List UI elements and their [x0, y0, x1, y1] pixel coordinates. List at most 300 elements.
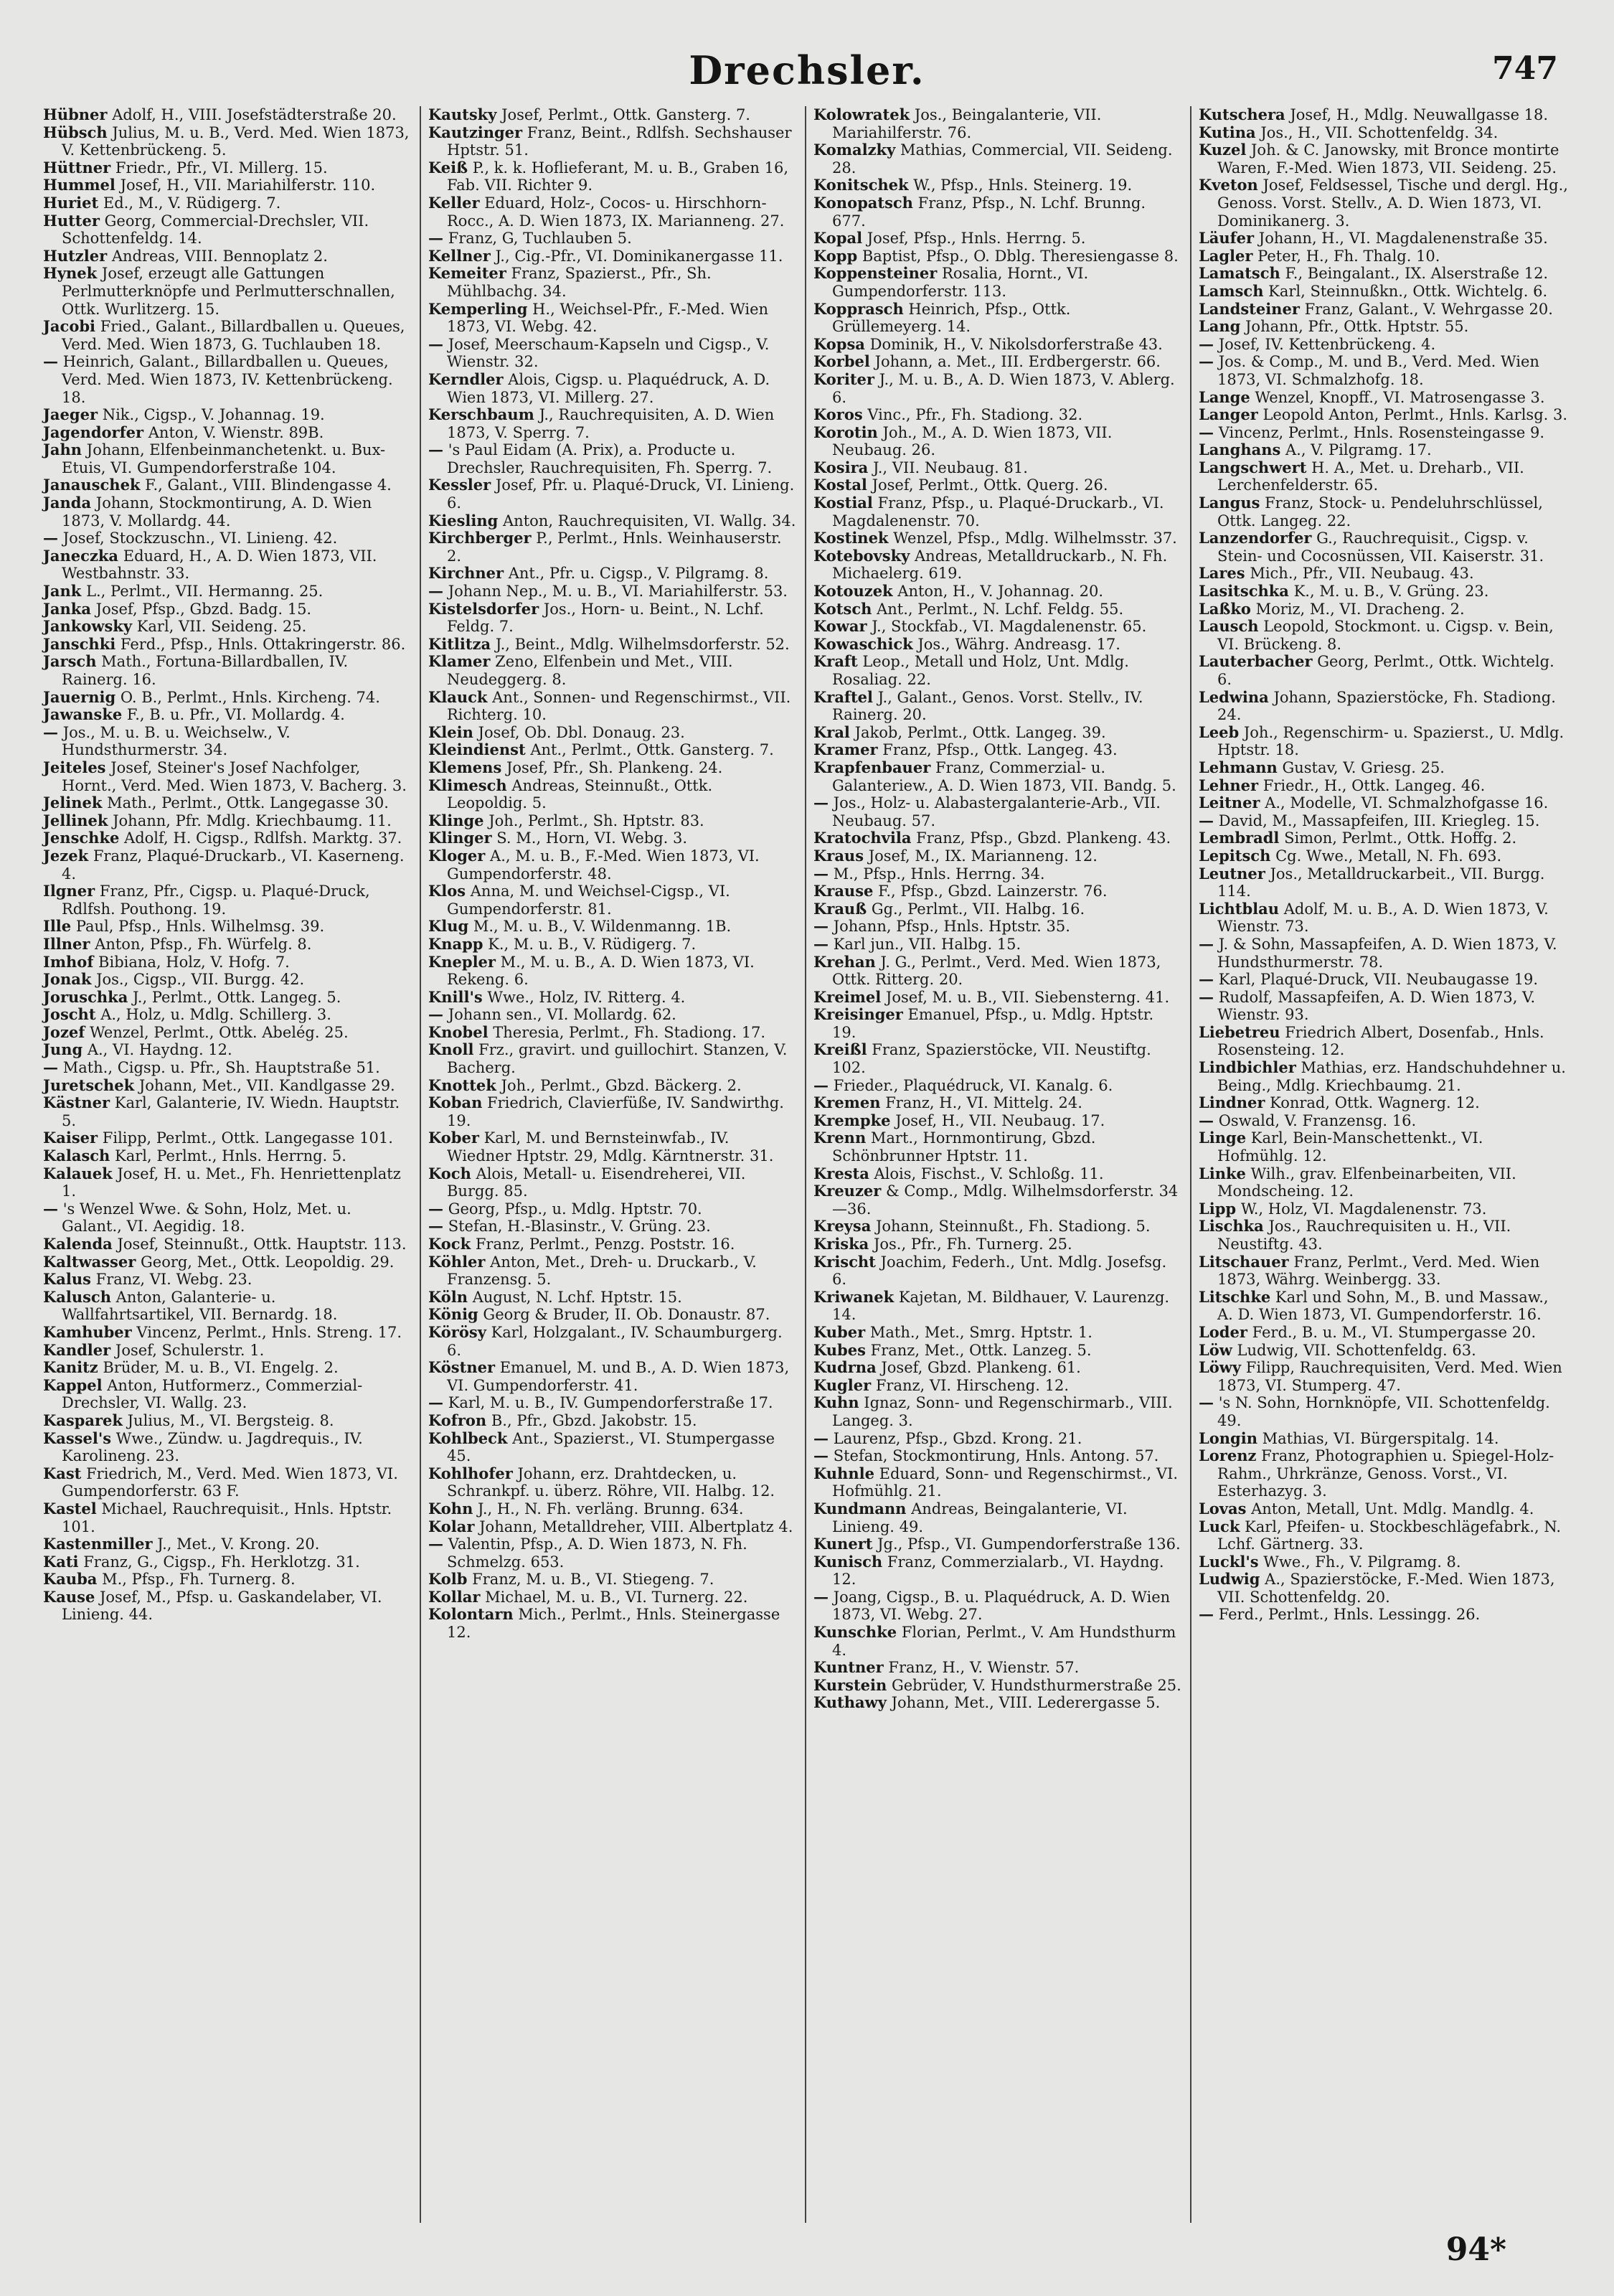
directory-entry — [428, 601, 796, 636]
entry-details: Wwe., Fh., V. Pilgramg. 8. — [1263, 1553, 1461, 1571]
directory-entry — [813, 371, 1181, 406]
entry-details: Karl jun., VII. Halbg. 15. — [833, 935, 1021, 953]
directory-entry — [428, 336, 796, 371]
directory-entry — [1199, 1342, 1568, 1360]
entry-name: Krenn — [813, 1129, 867, 1147]
directory-entry — [813, 265, 1181, 300]
directory-entry — [1199, 1218, 1568, 1253]
entry-name: Krempke — [813, 1111, 891, 1129]
entry-name: Kalenda — [43, 1235, 113, 1253]
entry-details: Franz, Pfsp., Ottk. Langeg. 43. — [882, 741, 1118, 759]
entry-details: Gg., Perlmt., VII. Halbg. 16. — [871, 900, 1085, 918]
entry-name: Hutzler — [43, 246, 108, 265]
directory-entry — [1199, 689, 1568, 724]
entry-name: Jarsch — [43, 652, 97, 671]
entry-details: Georg & Bruder, II. Ob. Donaustr. 87. — [483, 1306, 770, 1324]
entry-name: Kassel's — [43, 1429, 112, 1447]
entry-details: Kajetan, M. Bildhauer, V. Laurenzg. 14. — [832, 1288, 1170, 1324]
directory-entry — [1199, 1112, 1568, 1130]
section-title: Drechsler. — [689, 47, 925, 93]
entry-details: Emanuel, M. und B., A. D. Wien 1873, VI. Gumpendorferstr. 41. — [447, 1359, 790, 1394]
entry-details: Ignaz, Sonn- und Regenschirmarb., VIII. Langeg. 3. — [832, 1394, 1173, 1429]
directory-entry — [1199, 936, 1568, 971]
entry-details: Math., Cigsp. u. Pfr., Sh. Hauptstraße 51. — [62, 1059, 380, 1077]
entry-name: Körösy — [428, 1322, 486, 1341]
directory-entry — [1199, 1024, 1568, 1059]
entry-details: Anton, H., V. Johannag. 20. — [897, 583, 1103, 601]
entry-details: Georg, Met., Ottk. Leopoldig. 29. — [140, 1253, 395, 1271]
directory-entry — [43, 476, 411, 494]
entry-name: Ludwig — [1199, 1570, 1260, 1589]
entry-details: Anton, Hutformerz., Commerzial-Drechsler, VI. Wallg. 23. — [62, 1376, 363, 1412]
entry-name: Janka — [43, 599, 91, 618]
entry-details: Franz, Pfsp., Gbzd. Plankeng. 43. — [916, 829, 1171, 847]
entry-name: — — [428, 582, 443, 601]
entry-name: Kock — [428, 1235, 471, 1253]
entry-name: Leeb — [1199, 723, 1240, 741]
entry-details: J., Met., V. Krong. 20. — [157, 1535, 320, 1553]
entry-name: Kalusch — [43, 1287, 111, 1306]
entry-name: Kutina — [1199, 123, 1256, 141]
entry-details: F., Beingalant., IX. Alserstraße 12. — [1285, 265, 1549, 283]
directory-entry — [43, 406, 411, 424]
entry-details: Johann, Met., VII. Kandlgasse 29. — [138, 1076, 395, 1094]
entry-name: Kohn — [428, 1499, 473, 1518]
entry-details: M., Pfsp., Hnls. Herrng. 34. — [833, 865, 1045, 883]
entry-name: — — [1199, 987, 1214, 1006]
entry-name: Kemeiter — [428, 264, 506, 283]
entry-details: Oswald, V. Franzensg. 16. — [1218, 1111, 1417, 1129]
entry-details: Franz, VI. Webg. 23. — [95, 1271, 253, 1289]
entry-name: Lorenz — [1199, 1446, 1257, 1465]
entry-name: Kästner — [43, 1093, 110, 1112]
entry-details: W., Pfsp., Hnls. Steinerg. 19. — [913, 177, 1133, 194]
directory-entry — [428, 265, 796, 300]
entry-details: Ed., M., V. Rüdigerg. 7. — [103, 194, 281, 212]
entry-details: Johann, Pfr., Ottk. Hptstr. 55. — [1245, 318, 1469, 336]
directory-entry — [1199, 1253, 1568, 1289]
entry-details: Peter, H., Fh. Thalg. 10. — [1257, 247, 1440, 265]
directory-entry — [428, 759, 796, 777]
entry-name: Jawanske — [43, 705, 123, 724]
entry-details: B., Pfr., Gbzd. Jakobstr. 15. — [491, 1411, 697, 1429]
directory-entry — [428, 1518, 796, 1536]
entry-name: — — [1199, 934, 1214, 953]
entry-details: Josef, Pfr. u. Plaqué-Druck, VI. Linieng. 6. — [447, 476, 795, 512]
entry-details: Frz., gravirt. und guillochirt. Stanzen, V. Bacherg. — [447, 1041, 788, 1077]
directory-entry — [813, 1236, 1181, 1253]
entry-name: Klinge — [428, 811, 484, 829]
directory-entry — [43, 248, 411, 265]
entry-details: M., Pfsp., Fh. Turnerg. 8. — [102, 1571, 296, 1589]
entry-details: Heinrich, Pfsp., Ottk. Grüllemeyerg. 14. — [832, 300, 1071, 336]
entry-name: — — [1199, 811, 1214, 829]
entry-name: Kremen — [813, 1093, 881, 1112]
directory-entry — [813, 530, 1181, 547]
entry-details: A., VI. Haydng. 12. — [87, 1041, 232, 1059]
entry-name: — — [428, 441, 443, 459]
entry-name: Kuthawy — [813, 1693, 887, 1712]
directory-entry — [428, 883, 796, 918]
directory-entry — [813, 1359, 1181, 1377]
entry-name: — — [43, 529, 58, 547]
entry-name: — — [43, 1058, 58, 1077]
entry-name: Joruschka — [43, 987, 128, 1006]
entry-name: Kriwanek — [813, 1287, 895, 1306]
directory-entry — [1199, 177, 1568, 230]
entry-name: Kohlbeck — [428, 1429, 508, 1447]
directory-entry — [43, 601, 411, 618]
entry-details: Joh., Perlmt., Sh. Hptstr. 83. — [489, 811, 704, 829]
entry-details: J., Stockfab., VI. Magdalenenstr. 65. — [872, 618, 1147, 636]
directory-entry — [428, 1165, 796, 1200]
directory-entry — [428, 124, 796, 159]
directory-entry — [813, 1077, 1181, 1095]
entry-details: Karl, Perlmt., Hnls. Herrng. 5. — [115, 1147, 346, 1165]
entry-details: Georg, Perlmt., Ottk. Wichtelg. 6. — [1217, 653, 1554, 688]
directory-entry — [428, 530, 796, 565]
entry-name: Lang — [1199, 317, 1241, 336]
directory-entry — [428, 829, 796, 847]
directory-entry — [1199, 1059, 1568, 1094]
entry-name: Kopsa — [813, 334, 865, 353]
entry-name: Jacobi — [43, 317, 95, 336]
entry-details: Andreas, VIII. Bennoplatz 2. — [111, 247, 328, 265]
entry-name: — — [1199, 1393, 1214, 1412]
entry-details: Eduard, Holz-, Cocos- u. Hirschhorn-Rocc., A. D. Wien 1873, IX. Marianneng. 27. — [447, 194, 785, 230]
directory-entry — [43, 494, 411, 530]
directory-entry — [813, 865, 1181, 883]
entry-name: Lamsch — [1199, 281, 1264, 300]
directory-entry — [428, 1236, 796, 1253]
directory-entry — [43, 547, 411, 583]
entry-name: Lehmann — [1199, 758, 1278, 776]
directory-entry — [43, 989, 411, 1007]
entry-details: Joachim, Federh., Unt. Mdlg. Josefsg. 6. — [832, 1253, 1167, 1289]
entry-details: Math., Perlmt., Ottk. Langegasse 30. — [107, 794, 389, 812]
directory-entry — [1199, 618, 1568, 653]
directory-entry — [813, 106, 1181, 141]
directory-entry — [813, 301, 1181, 336]
entry-name: Lehner — [1199, 776, 1259, 794]
entry-details: Josef, Schulerstr. 1. — [115, 1341, 265, 1359]
entry-details: Franz, VI. Hirscheng. 12. — [875, 1376, 1069, 1394]
directory-entry — [1199, 389, 1568, 407]
directory-entry — [813, 689, 1181, 724]
directory-entry — [428, 1253, 796, 1289]
entry-details: Nik., Cigsp., V. Johannag. 19. — [102, 406, 325, 424]
directory-entry — [1199, 1430, 1568, 1448]
entry-name: — — [813, 1076, 829, 1094]
entry-name: Klemens — [428, 758, 502, 776]
directory-entry — [813, 1342, 1181, 1360]
entry-name: Kolontarn — [428, 1605, 514, 1624]
directory-entry — [43, 124, 411, 159]
entry-name: Kuhnle — [813, 1464, 874, 1482]
entry-details: Johann sen., VI. Mollardg. 62. — [448, 1006, 676, 1024]
directory-entry — [813, 829, 1181, 847]
entry-details: Alois, Fischst., V. Schloßg. 11. — [874, 1165, 1104, 1182]
entry-name: Kral — [813, 723, 850, 741]
entry-details: Karl und Sohn, M., B. und Massaw., A. D. Wien 1873, VI. Gumpendorferstr. 16. — [1217, 1288, 1549, 1324]
entry-name: — — [1199, 1605, 1214, 1624]
directory-entry — [813, 583, 1181, 601]
entry-name: Lovas — [1199, 1499, 1247, 1518]
entry-details: Julius, M., VI. Bergsteig. 8. — [127, 1411, 334, 1429]
entry-name: Kistelsdorfer — [428, 599, 539, 618]
directory-entry — [813, 547, 1181, 583]
entry-name: Luck — [1199, 1517, 1240, 1535]
entry-details: Laurenz, Pfsp., Gbzd. Krong. 21. — [833, 1429, 1082, 1447]
entry-details: Josef, M., IX. Marianneng. 12. — [868, 847, 1098, 865]
directory-entry — [428, 1606, 796, 1641]
entry-name: Konopatsch — [813, 193, 913, 212]
entry-details: Franz, Commerzialarb., VI. Haydng. 12. — [832, 1553, 1164, 1589]
directory-entry — [43, 954, 411, 971]
entry-details: Frieder., Plaquédruck, VI. Kanalg. 6. — [833, 1076, 1113, 1094]
entry-name: Langschwert — [1199, 458, 1307, 476]
directory-entry — [43, 847, 411, 883]
directory-entry — [1199, 106, 1568, 124]
entry-name: Hynek — [43, 264, 98, 283]
directory-entry — [428, 1306, 796, 1324]
entry-details: Michael, Rauchrequisit., Hnls. Hptstr. 101. — [62, 1500, 392, 1535]
entry-details: S. M., Horn, VI. Webg. 3. — [496, 829, 688, 847]
entry-details: Franz, Pfr., Cigsp. u. Plaqué-Druck, Rdlfsh. Pouthong. 19. — [62, 883, 370, 918]
directory-entry — [1199, 1571, 1568, 1606]
directory-entry — [813, 1394, 1181, 1429]
entry-name: Klauck — [428, 687, 488, 706]
directory-entry — [813, 741, 1181, 759]
entry-name: — — [428, 334, 443, 353]
entry-details: J. G., Perlmt., Verd. Med. Wien 1873, Ottk. Ritterg. 20. — [832, 953, 1161, 989]
column-3 — [806, 106, 1191, 2223]
entry-name: Kati — [43, 1552, 79, 1571]
entry-details: F., Galant., VIII. Blindengasse 4. — [145, 476, 392, 494]
entry-name: Kopp — [813, 246, 858, 265]
entry-details: L., Perlmt., VII. Hermanng. 25. — [86, 583, 324, 601]
directory-entry — [428, 583, 796, 601]
entry-details: Alois, Cigsp. u. Plaquédruck, A. D. Wien 1873, VI. Millerg. 27. — [447, 370, 770, 406]
directory-entry — [1199, 1094, 1568, 1112]
entry-name: Knepler — [428, 952, 496, 971]
entry-name: Kasparek — [43, 1411, 123, 1429]
directory-entry — [813, 1182, 1181, 1218]
entry-name: Kotsch — [813, 599, 872, 618]
directory-entry — [428, 441, 796, 476]
entry-name: Klamer — [428, 652, 491, 671]
directory-entry — [813, 1129, 1181, 1165]
entry-name: Jozef — [43, 1022, 85, 1041]
entry-details: Georg, Commercial-Drechsler, VII. Schottenfeldg. 14. — [62, 212, 369, 248]
entry-name: Ille — [43, 917, 72, 936]
entry-details: J. & Sohn, Massapfeifen, A. D. Wien 1873, V. Hundsthurmerstr. 78. — [1217, 935, 1557, 971]
directory-entry — [813, 759, 1181, 794]
entry-name: Krauß — [813, 899, 867, 918]
entry-details: Mathias, Commercial, VII. Seideng. 28. — [832, 141, 1173, 177]
entry-name: Landsteiner — [1199, 299, 1300, 318]
entry-details: Johann, Pfsp., Hnls. Hptstr. 35. — [833, 918, 1070, 936]
entry-details: Josef, Pfsp., Hnls. Herrng. 5. — [867, 230, 1086, 248]
entry-details: Johann, Met., VIII. Lederergasse 5. — [891, 1694, 1161, 1712]
directory-entry — [428, 1430, 796, 1465]
entry-details: Jakob, Perlmt., Ottk. Langeg. 39. — [854, 723, 1106, 741]
entry-details: Anton, Pfsp., Fh. Würfelg. 8. — [95, 935, 312, 953]
directory-entry — [43, 724, 411, 759]
entry-details: Johann, Steinnußt., Fh. Stadiong. 5. — [876, 1218, 1151, 1236]
entry-name: Kofron — [428, 1411, 487, 1429]
entry-details: J., VII. Neubaug. 81. — [872, 458, 1028, 476]
directory-entry — [1199, 248, 1568, 265]
entry-name: — — [428, 1393, 443, 1412]
entry-name: Lares — [1199, 564, 1245, 583]
entry-name: Joscht — [43, 1005, 96, 1024]
entry-details: M., M. u. B., A. D. Wien 1873, VI. Rekeng. 6. — [447, 953, 755, 989]
entry-details: Johann, Metalldreher, VIII. Albertplatz 4. — [479, 1518, 793, 1535]
page-number: 747 — [1492, 50, 1558, 87]
entry-name: Kalasch — [43, 1147, 110, 1165]
directory-entry — [1199, 759, 1568, 777]
entry-name: Lauterbacher — [1199, 652, 1313, 671]
directory-entry — [428, 741, 796, 759]
directory-entry — [813, 1218, 1181, 1236]
entry-details: Stefan, Stockmontirung, Hnls. Antong. 57. — [833, 1447, 1159, 1465]
entry-name: Jank — [43, 582, 82, 601]
entry-name: Knoll — [428, 1040, 474, 1059]
directory-entry — [813, 1500, 1181, 1535]
entry-details: Johann, H., VI. Magdalenenstraße 35. — [1258, 230, 1548, 248]
entry-name: Korbel — [813, 352, 870, 371]
entry-details: Anton, Metall, Unt. Mdlg. Mandlg. 4. — [1251, 1500, 1534, 1518]
entry-details: Johann, a. Met., III. Erdbergerstr. 66. — [874, 353, 1161, 371]
entry-details: Jos., Währg. Andreasg. 17. — [917, 635, 1120, 653]
entry-name: Kramer — [813, 740, 878, 759]
directory-entry — [1199, 1359, 1568, 1394]
entry-name: Liebetreu — [1199, 1022, 1280, 1041]
directory-entry — [1199, 1553, 1568, 1571]
directory-entry — [1199, 1500, 1568, 1518]
entry-name: Jenschke — [43, 829, 120, 847]
directory-entry — [1199, 829, 1568, 847]
directory-entry — [43, 1059, 411, 1077]
directory-entry — [428, 565, 796, 583]
entry-details: Andreas, Metalldruckarb., N. Fh. Michaelerg. 619. — [832, 547, 1168, 583]
entry-details: Cg. Wwe., Metall, N. Fh. 693. — [1275, 847, 1502, 865]
entry-name: Linge — [1199, 1129, 1247, 1147]
directory-entry — [428, 1412, 796, 1430]
entry-details: A., Holz, u. Mdlg. Schillerg. 3. — [100, 1006, 331, 1024]
directory-entry — [428, 1041, 796, 1076]
entry-details: Vincenz, Perlmt., Hnls. Rosensteingasse 9. — [1218, 423, 1545, 441]
directory-entry — [1199, 724, 1568, 759]
directory-entry — [813, 653, 1181, 688]
entry-details: Anton, Rauchrequisiten, VI. Wallg. 34. — [503, 512, 796, 530]
entry-details: Adolf, H., VIII. Josefstädterstraße 20. — [112, 106, 397, 123]
directory-entry — [1199, 283, 1568, 301]
entry-name: Jellinek — [43, 811, 108, 829]
entry-details: Jos., Pfr., Fh. Turnerg. 25. — [873, 1236, 1072, 1253]
entry-name: Linke — [1199, 1164, 1246, 1182]
entry-details: Eduard, Sonn- und Regenschirmst., VI. Hofmühlg. 21. — [832, 1464, 1179, 1500]
entry-details: Josef, IV. Kettenbrückeng. 4. — [1218, 335, 1436, 353]
entry-name: Kreißl — [813, 1040, 867, 1059]
directory-entry — [43, 618, 411, 636]
entry-details: Karl, Steinnußkn., Ottk. Wichtelg. 6. — [1268, 282, 1548, 300]
entry-name: Löwy — [1199, 1358, 1242, 1377]
entry-details: Johann Nep., M. u. B., VI. Mariahilferstr. 53. — [448, 583, 788, 601]
directory-entry — [813, 1447, 1181, 1465]
directory-entry — [813, 459, 1181, 477]
entry-details: Mich., Perlmt., Hnls. Steinergasse 12. — [447, 1606, 780, 1642]
entry-name: — — [43, 723, 58, 741]
entry-name: Kosira — [813, 458, 869, 476]
directory-entry — [43, 1024, 411, 1042]
directory-entry — [428, 159, 796, 194]
directory-entry — [1199, 530, 1568, 565]
directory-entry — [43, 1571, 411, 1589]
entry-name: Luckl's — [1199, 1552, 1259, 1571]
entry-details: Josef, M. u. B., VII. Siebensterng. 41. — [885, 988, 1170, 1006]
entry-name: Huriet — [43, 193, 99, 212]
entry-details: Franz, H., VI. Mittelg. 24. — [885, 1094, 1082, 1112]
directory-entry — [813, 883, 1181, 900]
entry-details: Josef, H. u. Met., Fh. Henriettenplatz 1. — [62, 1165, 401, 1200]
directory-entry — [428, 1094, 796, 1129]
directory-entry — [813, 476, 1181, 494]
entry-details: Franz, Spazierstöcke, VII. Neustiftg. 102. — [832, 1041, 1151, 1077]
entry-details: Josef, Meerschaum-Kapseln und Cigsp., V. Wienstr. 32. — [447, 335, 770, 371]
entry-name: Kalus — [43, 1270, 91, 1289]
entry-details: Jos., Metalldruckarbeit., VII. Burgg. 114. — [1217, 865, 1545, 900]
entry-name: Lamatsch — [1199, 264, 1280, 283]
directory-entry — [428, 936, 796, 954]
entry-details: Theresia, Perlmt., Fh. Stadiong. 17. — [493, 1023, 766, 1041]
directory-entry — [428, 1394, 796, 1412]
directory-entry — [43, 441, 411, 476]
entry-details: Franz, H., V. Wienstr. 57. — [888, 1659, 1080, 1677]
entry-name: Kunisch — [813, 1552, 883, 1571]
directory-entry — [813, 989, 1181, 1007]
entry-name: Kotebovsky — [813, 546, 910, 565]
entry-name: Kappel — [43, 1375, 103, 1394]
directory-entry — [428, 1006, 796, 1024]
entry-details: David, M., Massapfeifen, III. Kriegleg. 15. — [1218, 811, 1540, 829]
directory-entry — [43, 706, 411, 724]
entry-details: Friedrich, M., Verd. Med. Wien 1873, VI. Gumpendorferstr. 63 F. — [62, 1464, 398, 1500]
entry-details: Ferd., Perlmt., Hnls. Lessingg. 26. — [1218, 1606, 1481, 1624]
directory-entry — [1199, 318, 1568, 336]
entry-details: Johann, Stockmontirung, A. D. Wien 1873, V. Mollardg. 44. — [62, 494, 372, 530]
entry-details: Karl, M. u. B., IV. Gumpendorferstraße 17. — [448, 1394, 773, 1412]
entry-details: Jos., Rauchrequisiten u. H., VII. Neustiftg. 43. — [1217, 1218, 1511, 1253]
entry-details: K., M. u. B., V. Grüng. 23. — [1293, 583, 1489, 601]
entry-name: Jaeger — [43, 405, 98, 424]
entry-details: Leop., Metall und Holz, Unt. Mdlg. Rosaliag. 22. — [832, 653, 1129, 688]
directory-entry — [428, 194, 796, 230]
directory-entry — [43, 1465, 411, 1500]
directory-entry — [43, 1165, 411, 1200]
directory-entry — [1199, 865, 1568, 900]
entry-name: — — [1199, 423, 1214, 441]
entry-details: 's Paul Eidam (A. Prix), a. Producte u. Drechsler, Rauchrequisiten, Fh. Sperrg. 7. — [447, 441, 773, 476]
directory-entry — [813, 336, 1181, 354]
entry-name: Kause — [43, 1587, 95, 1606]
directory-entry — [428, 954, 796, 989]
directory-entry — [428, 636, 796, 654]
entry-details: Josef, Pfr., Sh. Plankeng. 24. — [506, 758, 723, 776]
directory-entry — [43, 583, 411, 601]
entry-details: Josef, H., VII. Neubaug. 17. — [895, 1111, 1105, 1129]
